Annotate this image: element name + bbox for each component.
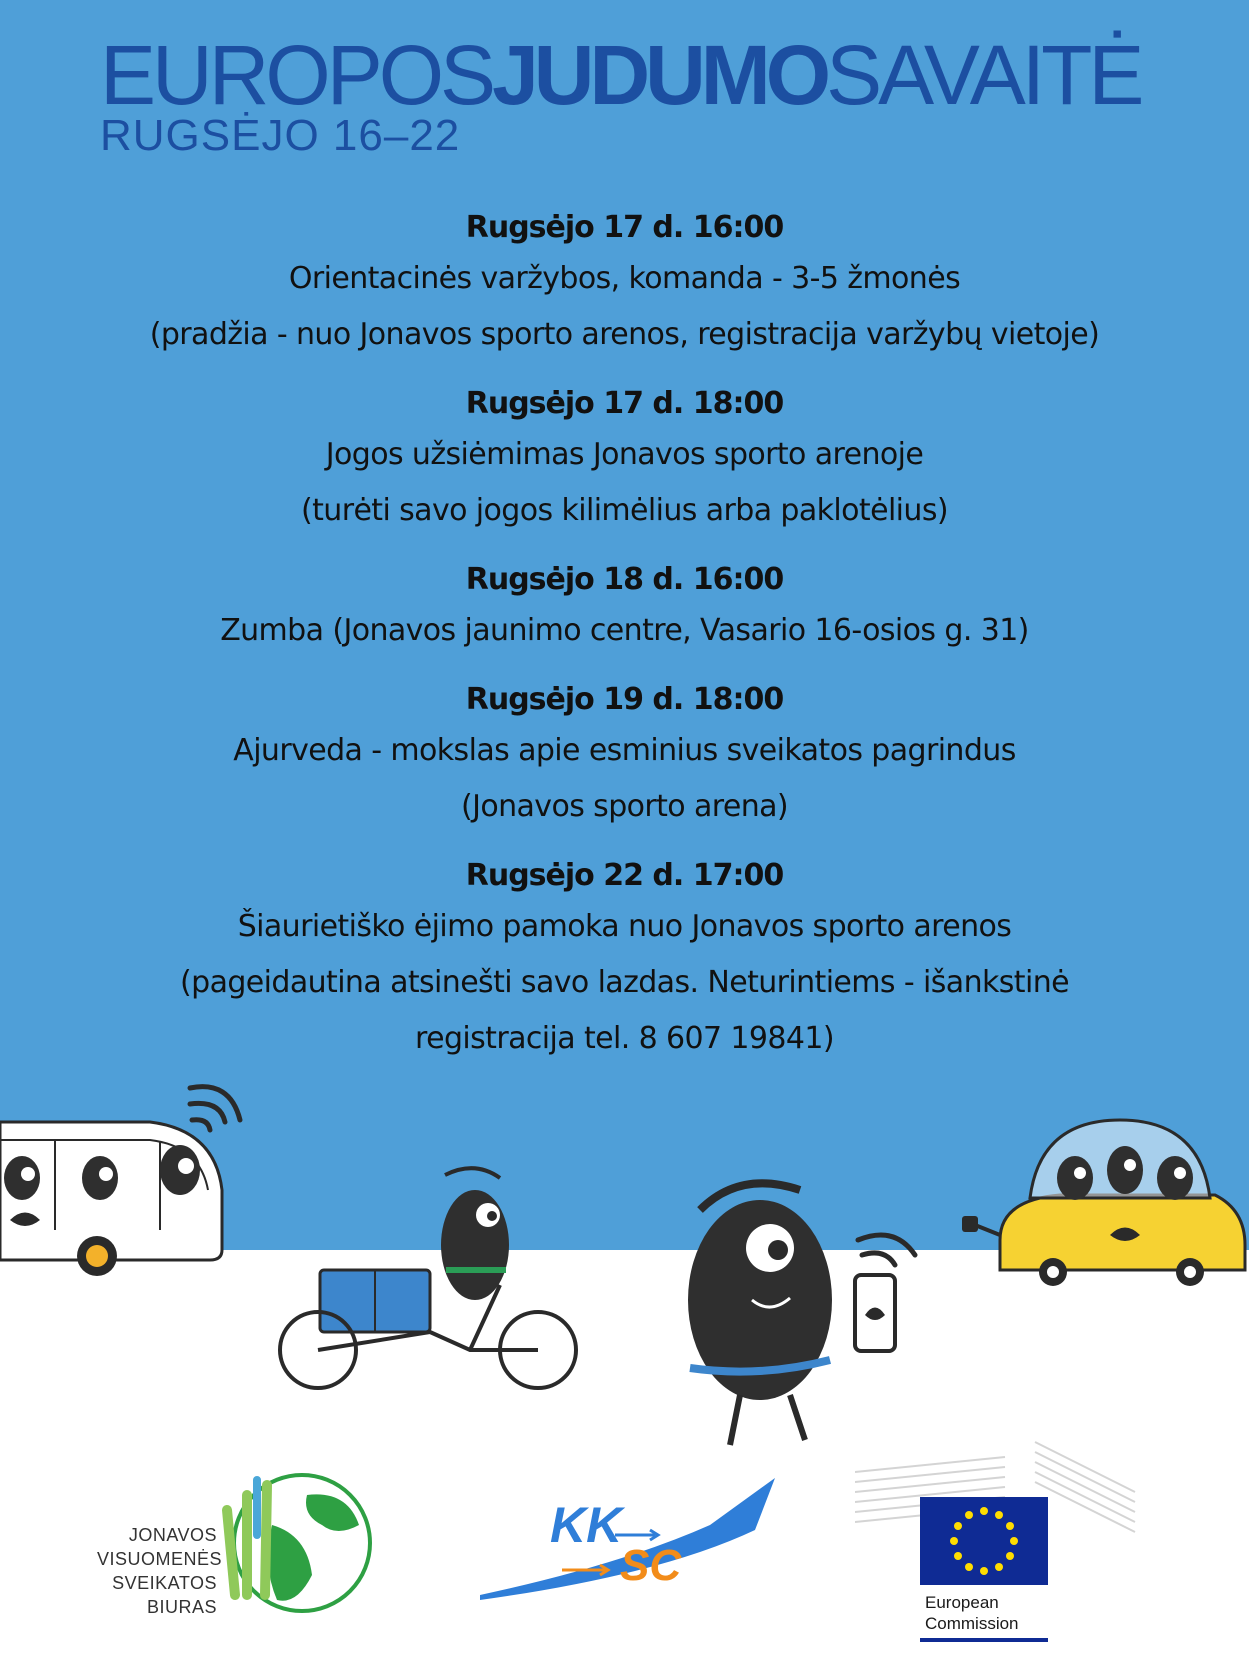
jvsb-logo xyxy=(97,1455,387,1625)
event-date: Rugsėjo 17 d. 18:00 xyxy=(465,386,784,421)
event-description: Orientacinės varžybos, komanda - 3-5 žmonės xyxy=(288,261,961,296)
event-item xyxy=(0,853,1249,1067)
kksc-bottom-text: SC xyxy=(620,1541,682,1590)
jvsb-line: JONAVOS xyxy=(128,1525,217,1545)
ec-name xyxy=(925,1592,1019,1634)
kksc-top-text: KK xyxy=(550,1497,623,1553)
title-part-savaite: SAVAITĖ xyxy=(826,28,1141,122)
title-part-judumo: JUDUMO xyxy=(492,28,827,122)
ec-underline xyxy=(920,1638,1048,1642)
event-date: Rugsėjo 18 d. 16:00 xyxy=(465,562,784,597)
event-date: Rugsėjo 22 d. 17:00 xyxy=(465,858,784,893)
event-item xyxy=(0,557,1249,659)
event-item xyxy=(0,381,1249,539)
ec-line: European xyxy=(925,1593,999,1612)
bus-icon xyxy=(0,1122,222,1276)
event-description: Šiaurietiško ėjimo pamoka nuo Jonavos sporto arenos xyxy=(237,909,1012,944)
mobility-illustration xyxy=(0,1060,1249,1480)
jvsb-name xyxy=(97,1523,223,1619)
wifi-signal-icon xyxy=(190,1087,240,1130)
jvsb-line: VISUOMENĖS xyxy=(97,1549,223,1569)
cargo-bike-icon xyxy=(280,1168,576,1388)
event-description: Jogos užsiėmimas Jonavos sporto arenoje xyxy=(325,437,924,472)
jvsb-line: BIURAS xyxy=(146,1597,217,1617)
event-note-continued: registracija tel. 8 607 19841) xyxy=(415,1021,834,1056)
smartphone-character-icon xyxy=(688,1183,915,1445)
ec-line: Commission xyxy=(925,1614,1019,1633)
campaign-dates: RUGSĖJO 16–22 xyxy=(100,111,461,160)
event-item xyxy=(0,205,1249,363)
event-description: Zumba (Jonavos jaunimo centre, Vasario 16-osios g. 31) xyxy=(220,613,1029,648)
kksc-swoosh-icon xyxy=(470,1470,780,1610)
european-commission-logo xyxy=(855,1432,1155,1650)
campaign-title xyxy=(100,30,1140,120)
event-note: (pageidautina atsinešti savo lazdas. Neturintiems - išankstinė xyxy=(180,965,1069,1000)
eu-stars-icon xyxy=(920,1497,1048,1585)
event-description: Ajurveda - mokslas apie esminius sveikatos pagrindus xyxy=(233,733,1016,768)
jvsb-line: SVEIKATOS xyxy=(112,1573,217,1593)
kksc-logo xyxy=(470,1470,780,1610)
event-item xyxy=(0,677,1249,835)
event-note: (pradžia - nuo Jonavos sporto arenos, registracija varžybų vietoje) xyxy=(149,317,1100,352)
electric-car-icon xyxy=(962,1120,1245,1286)
events-list xyxy=(0,205,1249,1085)
eu-flag xyxy=(920,1497,1048,1585)
event-date: Rugsėjo 17 d. 16:00 xyxy=(465,210,784,245)
event-note: (turėti savo jogos kilimėlius arba paklotėlius) xyxy=(301,493,948,528)
event-note: (Jonavos sporto arena) xyxy=(460,789,788,824)
event-date: Rugsėjo 19 d. 18:00 xyxy=(465,682,784,717)
title-part-europos: EUROPOS xyxy=(100,28,493,122)
